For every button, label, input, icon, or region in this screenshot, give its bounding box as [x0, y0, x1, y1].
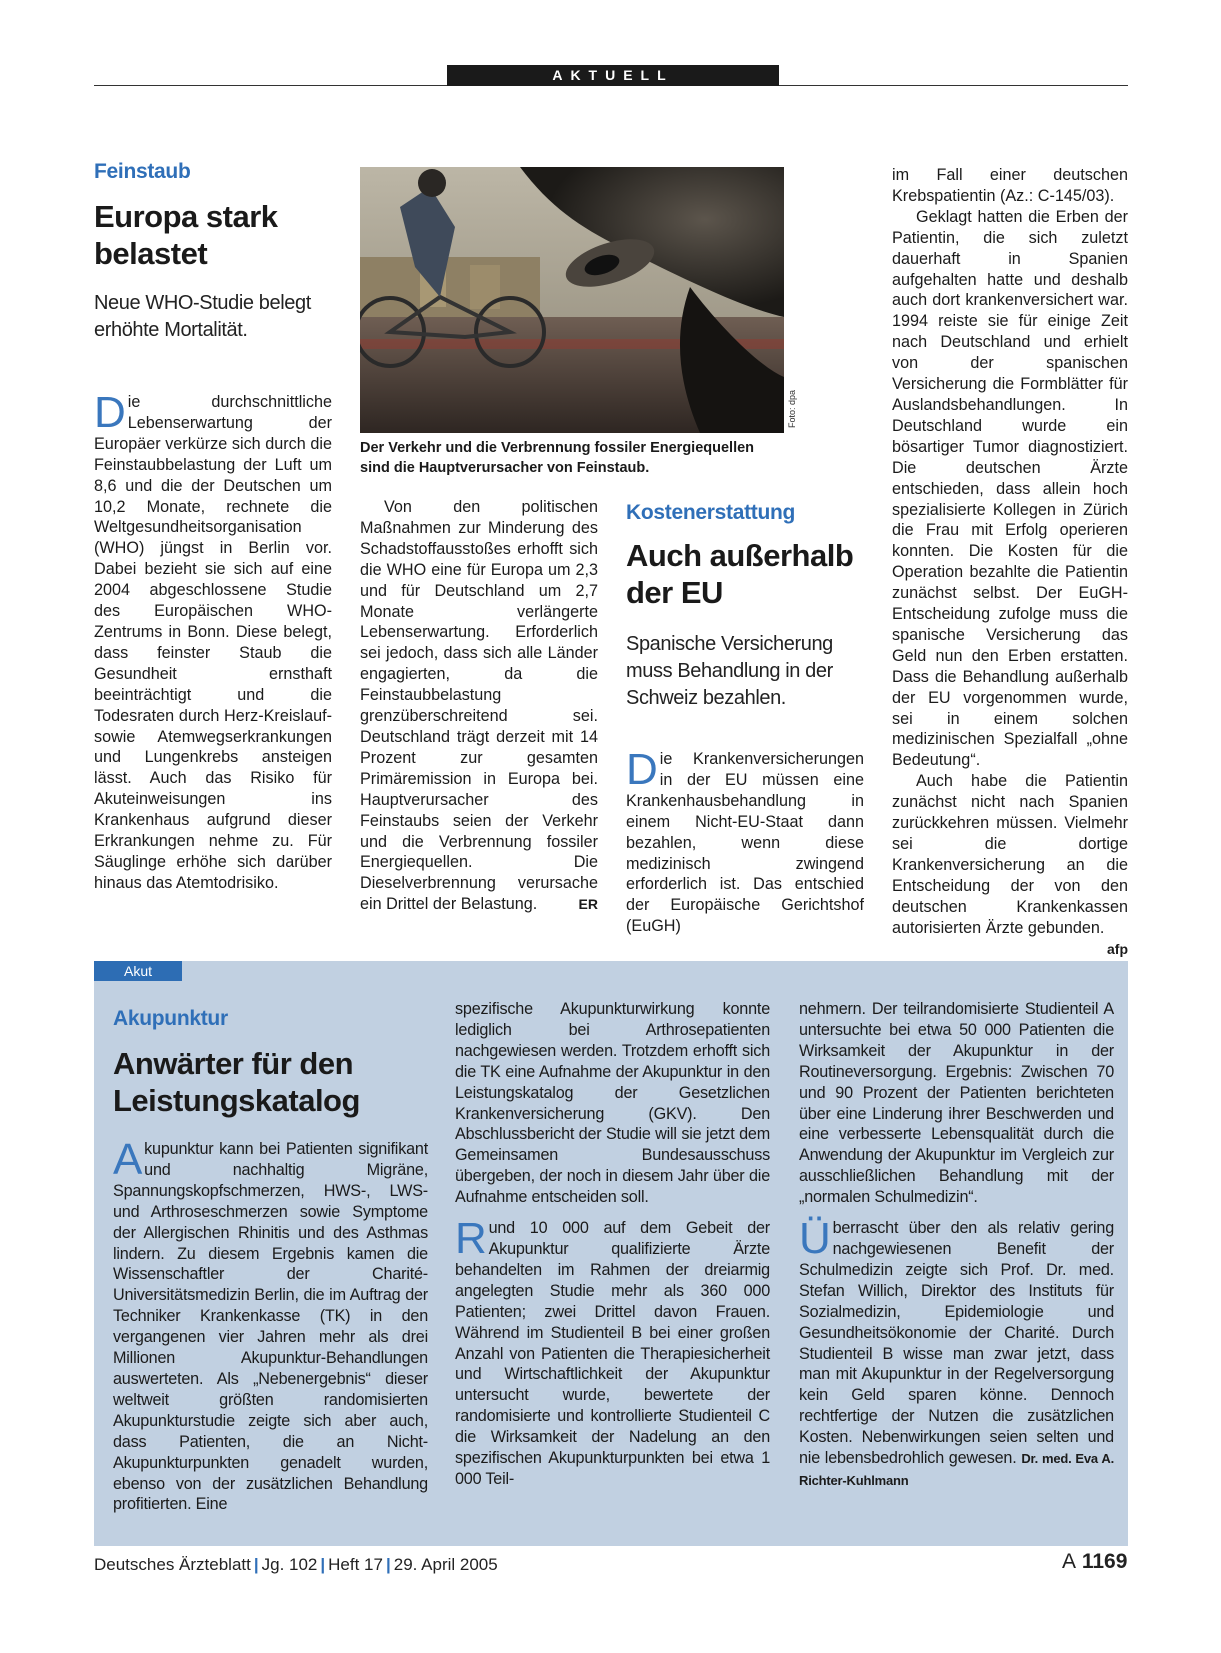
article2-column2 — [892, 165, 1128, 959]
page-number — [1062, 1550, 1127, 1574]
box-col2-p1: spezifische Akupunkturwirkung konnte lediglich bei Arthrosepatienten nachgewiesen werden. Trotzdem erhofft sich die TK eine Aufnahme der Akupunktur in den Leistungskatalog der Gesetzlichen Krankenversicherung (GKV). Den Abschlussbericht der Studie will sie jetzt dem Gemeinsamen Bundesausschuss übergeben, der noch in diesem Jahr über die Aufnahme entscheiden soll. — [455, 1000, 770, 1207]
box-col3-p1: nehmern. Der teilrandomisierte Studienteil A untersuchte bei etwa 50 000 Patienten die Wirksamkeit der Akupunktur in der Routineversorgung. Ergebnis: Zwischen 70 und 90 Prozent der Patienten berichteten über eine Linderung ihrer Beschwerden und eine verbesserte Lebensqualität durch die Anwendung der Akupunktur im Vergleich zur ausschließlichen Behandlung mit der „normalen Schulmedizin“. — [799, 1000, 1114, 1207]
cyclist-exhaust-photo-icon — [360, 167, 784, 433]
box-column1 — [113, 1135, 428, 1515]
article1-headline-line1: Europa stark — [94, 199, 278, 234]
box-dropcap2: R — [455, 1214, 487, 1264]
article1-headline-line2: belastet — [94, 236, 208, 271]
article2-col2-p3: Auch habe die Patientin zunächst nicht nach Spanien zurückkehren müssen. Vielmehr sei die dortige Krankenversicherung an die Entscheidung der von den deutschen Krankenkassen autorisierten Ärzte gebunden. — [892, 772, 1128, 937]
box-dropcap3: Ü — [799, 1214, 831, 1264]
article2-kicker: Kostenerstattung — [626, 501, 796, 524]
article2-col2-p2: Geklagt hatten die Erben der Patientin, die sich zuletzt dauerhaft in Spanien aufgehalten hatte und deshalb auch dort krankenversichert war. 1994 reiste sie für einige Zeit nach Deutschland und erhielt von der spanischen Versicherung die Formblätter für Auslandsbehandlungen. In Deutschland wurde ein bösartiger Tumor diagnostiziert. Die deutschen Ärzte entschieden, dass allein hoch spezialisierte Kollegen in Zürich die Frau mit Erfolg operieren konnten. Die Kosten für die Operation bezahlte die Patientin zunächst selbst. Der EuGH-Entscheidung zufolge muss die spanische Versicherung das Geld nun den Erben erstatten. Dass die Behandlung außerhalb der EU vorgenommen wurde, sei in einem solchen medizinischen Spezialfall „ohne Bedeutung“. — [892, 207, 1128, 770]
footer-citation: Deutsches Ärzteblatt | Jg. 102 | Heft 17 | 29. April 2005 — [94, 1555, 498, 1574]
article1-dropcap: D — [94, 388, 126, 437]
footer-issue: Heft 17 — [328, 1555, 383, 1574]
article2-deck-line3: Schweiz bezahlen. — [626, 687, 786, 709]
footer-journal: Deutsches Ärzteblatt — [94, 1555, 251, 1574]
article1-column1 — [94, 388, 332, 894]
box-column3 — [799, 999, 1114, 1492]
box-column2 — [455, 999, 770, 1490]
box-headline-line1: Anwärter für den — [113, 1046, 354, 1081]
article2-col1-text: ie Krankenversicherungen in der EU müssen eine Krankenhausbehandlung in einem Nicht-EU-Staat dann bezahlen, wenn diese medizinisch zwingend erforderlich ist. Das entschied der Europäische Gerichtshof (EuGH) — [626, 750, 864, 936]
box-headline — [113, 1045, 413, 1119]
article2-signature: afp — [1107, 940, 1128, 957]
article2-dropcap: D — [626, 745, 658, 794]
article1-headline — [94, 198, 334, 272]
photo-caption: Der Verkehr und die Verbrennung fossiler Energiequellen sind die Hauptverursacher von Feinstaub. — [360, 440, 755, 476]
article2-headline-line1: Auch außerhalb — [626, 538, 854, 573]
footer-date: 29. April 2005 — [393, 1555, 498, 1574]
article2-deck-line2: muss Behandlung in der — [626, 660, 833, 682]
article2-headline-line2: der EU — [626, 575, 723, 610]
article-photo — [360, 167, 784, 433]
article1-deck — [94, 290, 334, 344]
box-col3-p2: berrascht über den als relativ gering nachgewiesenen Benefit der Schulmedizin zeigte sich Prof. Dr. med. Stefan Willich, Direktor des Instituts für Sozialmedizin, Epidemiologie und Gesundheitsökonomie der Charité. Durch Studienteil B wisse man zwar jetzt, dass man mit Akupunktur in der Regelversorgung kein Geld sparen könne. Dennoch rechtfertige der Nutzen die zusätzlichen Kosten. Nebenwirkungen seien selten und nie lebensbedrohlich gewesen. — [799, 1219, 1114, 1468]
box-headline-line2: Leistungskatalog — [113, 1083, 360, 1118]
article2-col2-p1: im Fall einer deutschen Krebspatientin (Az.: C-145/03). — [892, 166, 1128, 205]
box-signature: Dr. med. Eva A. Richter-Kuhlmann — [799, 1451, 1114, 1488]
article2-deck — [626, 631, 866, 712]
article1-column2 — [360, 497, 598, 915]
page-number-value: 1169 — [1081, 1550, 1128, 1573]
footer-volume: Jg. 102 — [261, 1555, 318, 1574]
article1-deck-line1: Neue WHO-Studie belegt — [94, 292, 311, 314]
article1-deck-line2: erhöhte Mortalität. — [94, 319, 248, 341]
box-kicker: Akupunktur — [113, 1007, 228, 1030]
page-prefix: A — [1062, 1550, 1077, 1573]
box-col1-text: kupunktur kann bei Patienten signifikant und nachhaltig Migräne, Spannungskopfschmerzen, HWS-, LWS- und Arthroseschmerzen sowie Symptome der Allergischen Rhinitis und des Asthmas lindern. Zu diesem Ergebnis kamen die Wissenschaftler der Charité-Universitätsmedizin Berlin, die im Auftrag der Techniker Krankenkasse (TK) in den vergangenen vier Jahren mehr als drei Millionen Akupunktur-Behandlungen auswerteten. Als „Nebenergebnis“ dieser weltweit größten randomisierten Akupunkturstudie zeigte sich aber auch, dass Patienten, die an Nicht-Akupunkturpunkten genadelt wurden, ebenso von der zusätzlichen Behandlung profitierten. Eine — [113, 1140, 428, 1514]
article1-col2-text: Von den politischen Maßnahmen zur Minderung des Schadstoffausstoßes erhofft sich die WHO eine für Europa um 2,3 und für Deutschland um 2,7 Monate verlängerte Lebenserwartung. Erforderlich sei jedoch, dass sich alle Länder engagierten, da die Feinstaubbelastung grenzüberschreitend sei. Deutschland trägt derzeit mit 14 Prozent zur gesamten Primäremission in Europa bei. Hauptverursacher des Feinstaubs seien der Verkehr und die Verbrennung fossiler Energiequellen. Die Dieselverbrennung verursache ein Drittel der Belastung. — [360, 498, 598, 914]
article1-kicker: Feinstaub — [94, 160, 191, 183]
article2-column1 — [626, 745, 864, 937]
section-label: AKTUELL — [447, 65, 779, 86]
article1-signature: ER — [578, 896, 598, 913]
article2-headline — [626, 537, 866, 611]
photo-credit: Foto: dpa — [787, 390, 797, 429]
akut-tag: Akut — [94, 961, 182, 981]
box-col2-p2: und 10 000 auf dem Gebeit der Akupunktur qualifizierte Ärzte behandelten im Rahmen der dreiarmig angelegten Studie mehr als 360 000 Patienten; zwei Drittel davon Frauen. Während im Studienteil B bei einer großen Anzahl von Patienten die Therapiesicherheit und Wirtschaftlichkeit der Akupunktur untersucht wurde, bewertete der randomisierte und kontrollierte Studienteil C die Wirksamkeit der Nadelung an den spezifischen Akupunkturpunkten bei etwa 1 000 Teil- — [455, 1219, 770, 1488]
article2-deck-line1: Spanische Versicherung — [626, 633, 833, 655]
box-dropcap1: A — [113, 1135, 143, 1184]
article1-col1-text: ie durchschnittliche Lebenserwartung der Europäer verkürze sich durch die Feinstaubbelastung der Luft um 8,6 und die der Deutschen um 10,2 Monate, rechnete die Weltgesundheitsorganisation (WHO) jüngst in Berlin vor. Dabei bezieht sie sich auf eine 2004 abgeschlossene Studie des Europäischen WHO-Zentrums in Bonn. Diese belegt, dass feinster Staub die Gesundheit ernsthaft beeinträchtigt und die Todesraten durch Herz-Kreislauf- sowie Atemwegserkrankungen und Lungenkrebs ansteigen lässt. Auch das Risiko für Akuteinweisungen ins Krankenhaus aufgrund dieser Erkrankungen nehme zu. Für Säuglinge erhöhe sich darüber hinaus das Atemtodrisiko. — [94, 393, 332, 892]
